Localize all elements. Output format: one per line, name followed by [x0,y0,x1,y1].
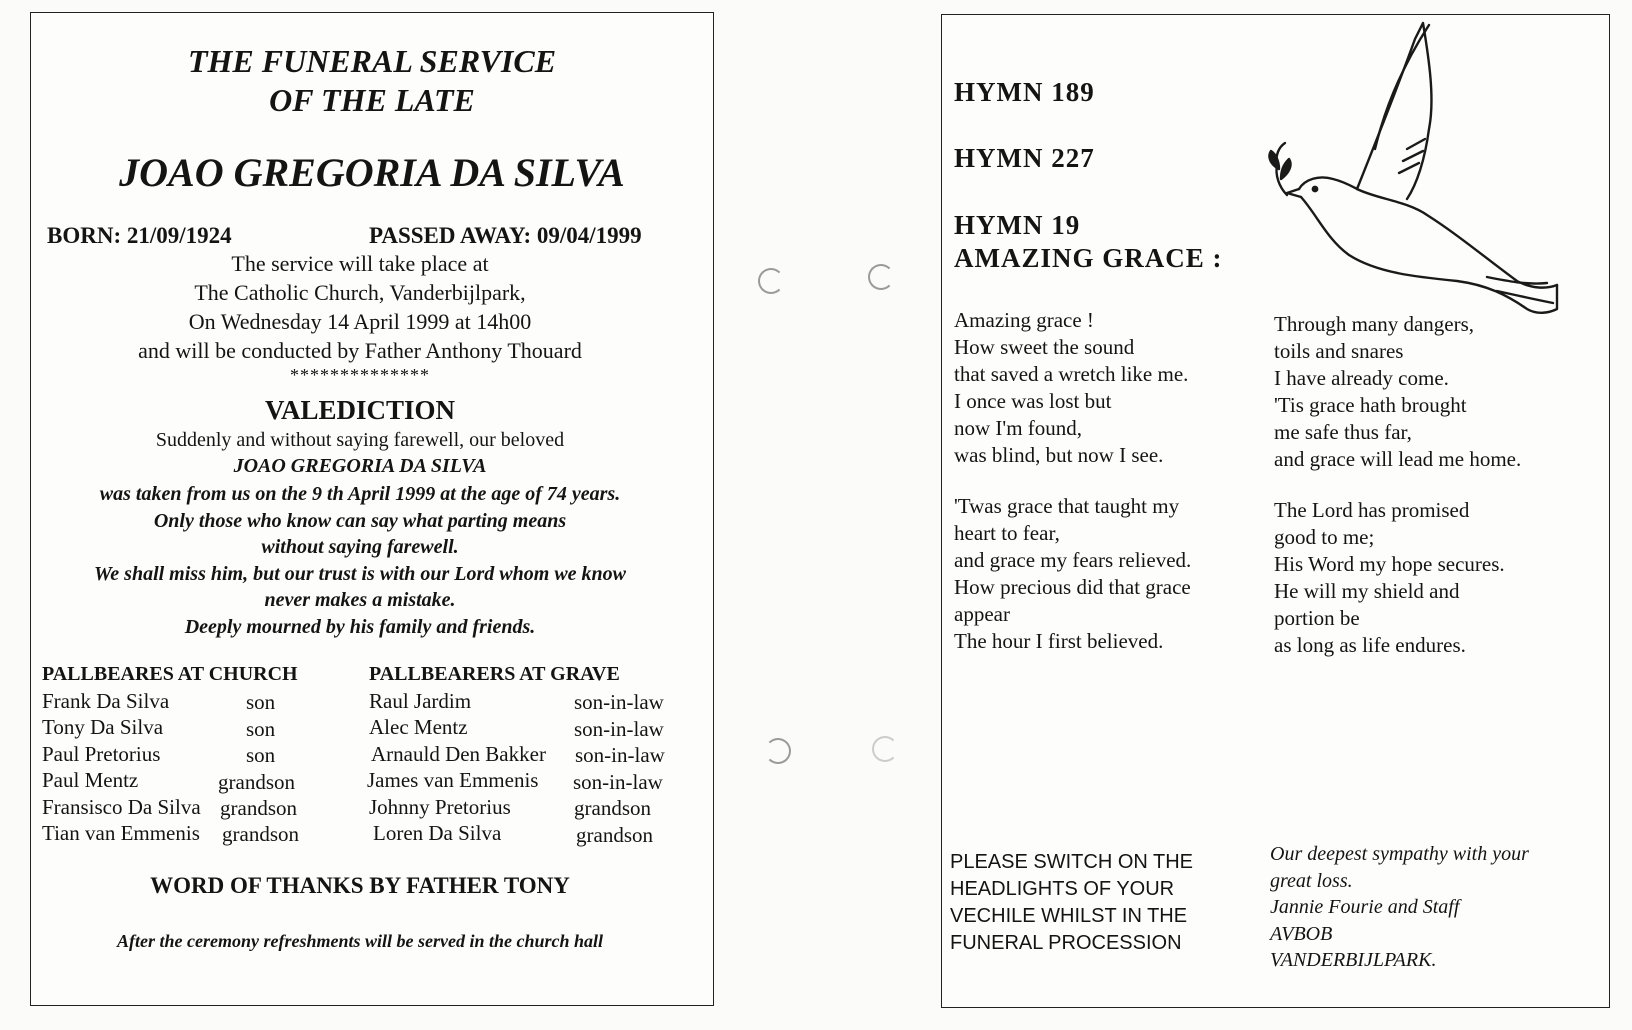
pallbearer-relation: grandson [574,796,651,820]
star-divider: ************** [290,365,430,385]
sympathy-line: Our deepest sympathy with your [1270,843,1529,865]
hymn-verse [1274,497,1505,659]
lyric-line: and grace my fears relieved. [954,548,1192,572]
pallbearer-name: Tian van Emmenis [42,821,200,845]
sympathy-line: great loss. [1270,869,1353,892]
pallbearer-relation: grandson [576,823,653,847]
birth-date: BORN: 21/09/1924 [47,223,232,248]
pallbearer-name: James van Emmenis [367,768,539,792]
program-title-line2: OF THE LATE [269,82,475,118]
pallbearer-name: Arnauld Den Bakker [371,742,546,766]
deceased-name: JOAO GREGORIA DA SILVA [119,150,625,195]
lyric-line: heart to fear, [954,521,1060,545]
valediction-text [31,481,689,640]
service-line: The service will take place at [231,251,489,276]
notice-line: FUNERAL PROCESSION [950,932,1182,954]
valediction-line: without saying farewell. [261,536,459,558]
binder-hole-icon [872,736,898,762]
lyric-line: He will my shield and [1274,579,1460,603]
valediction-heading: VALEDICTION [264,395,456,425]
death-date: PASSED AWAY: 09/04/1999 [369,223,642,248]
pallbearer-relation: son [246,743,276,767]
refreshments-notice: After the ceremony refreshments will be served in the church hall [117,931,603,951]
pallbearer-relation: son [246,690,276,714]
lyric-line: How sweet the sound [954,335,1135,359]
funeral-program-left-page [30,12,714,1006]
pallbearer-relation: grandson [222,822,299,846]
dove-with-olive-branch-icon [1257,19,1567,319]
lyric-line: appear [954,602,1010,626]
lyric-line: Through many dangers, [1274,312,1475,336]
valediction-line: never makes a mistake. [264,589,456,611]
lyric-line: toils and snares [1274,339,1404,363]
lyric-line: good to me; [1274,525,1375,549]
sympathy-line: AVBOB [1270,922,1333,945]
word-of-thanks: WORD OF THANKS BY FATHER TONY [150,873,570,898]
pallbearer-name: Loren Da Silva [373,821,502,845]
pallbearer-name: Paul Mentz [42,768,139,792]
notice-line: PLEASE SWITCH ON THE [950,851,1194,873]
service-details [31,249,689,365]
lyric-line: 'Tis grace hath brought [1274,393,1467,417]
lyric-line: How precious did that grace [954,575,1191,599]
lyric-line: was blind, but now I see. [954,443,1164,467]
sympathy-message [1270,841,1529,974]
lyric-line: 'Twas grace that taught my [954,494,1180,518]
hymn-number: HYMN 189 [954,77,1095,107]
grave-pallbearers-heading: PALLBEARERS AT GRAVE [369,663,620,685]
lyric-line: Amazing grace ! [954,308,1094,332]
lyric-line: me safe thus far, [1274,420,1412,444]
pallbearer-relation: grandson [220,796,297,820]
pallbearer-relation: son-in-law [574,690,664,714]
lyric-line: portion be [1274,606,1360,630]
pallbearer-name: Paul Pretorius [42,742,161,766]
hymn-verse [954,307,1188,469]
hymn-verse [954,493,1191,655]
lyric-line: I have already come. [1274,366,1449,390]
valediction-name: JOAO GREGORIA DA SILVA [233,455,487,477]
pallbearer-name: Frank Da Silva [42,689,170,713]
hymn-verse [1274,311,1521,473]
pallbearer-name: Raul Jardim [369,689,472,713]
service-line: On Wednesday 14 April 1999 at 14h00 [188,309,532,334]
lyric-line: that saved a wretch like me. [954,362,1189,386]
binder-hole-icon [765,738,791,764]
lyric-line: I once was lost but [954,389,1112,413]
lyric-line: and grace will lead me home. [1274,447,1522,471]
valediction-line: was taken from us on the 9 th April 1999 at the age of 74 years. [99,483,621,505]
notice-line: HEADLIGHTS OF YOUR [950,878,1175,900]
pallbearer-name: Tony Da Silva [42,715,164,739]
valediction-line: Deeply mourned by his family and friends. [184,615,536,638]
pallbearer-name: Johnny Pretorius [369,795,511,819]
pallbearer-relation: son-in-law [573,770,663,794]
amazing-grace-heading: AMAZING GRACE : [954,243,1223,273]
pallbearer-name: Alec Mentz [369,715,468,739]
service-line: and will be conducted by Father Anthony Thouard [138,338,582,363]
funeral-program-right-page [941,14,1610,1008]
binder-hole-icon [758,268,784,294]
program-title-line1: THE FUNERAL SERVICE [187,43,557,79]
valediction-line: We shall miss him, but our trust is with our Lord whom we know [93,562,627,585]
lyric-line: now I'm found, [954,416,1083,440]
church-pallbearers-heading: PALLBEARES AT CHURCH [42,663,298,685]
service-line: The Catholic Church, Vanderbijlpark, [194,280,526,305]
lyric-line: The Lord has promised [1274,498,1470,522]
valediction-line: Only those who know can say what parting means [153,509,567,532]
valediction-intro: Suddenly and without saying farewell, our beloved [155,429,565,451]
hymn-number: HYMN 227 [954,143,1095,173]
pallbearer-relation: son-in-law [575,743,665,767]
notice-line: VECHILE WHILST IN THE [950,905,1188,927]
lyric-line: His Word my hope secures. [1274,552,1505,576]
pallbearer-name: Fransisco Da Silva [42,795,201,819]
headlights-notice [950,849,1193,957]
pallbearer-relation: son [246,717,276,741]
lyric-line: The hour I first believed. [954,629,1164,653]
sympathy-line: VANDERBIJLPARK. [1270,949,1437,971]
binder-hole-icon [868,264,894,290]
pallbearer-relation: grandson [218,770,295,794]
hymn-number: HYMN 19 [954,210,1081,240]
pallbearer-relation: son-in-law [574,717,664,741]
sympathy-line: Jannie Fourie and Staff [1270,896,1460,918]
lyric-line: as long as life endures. [1274,633,1466,657]
